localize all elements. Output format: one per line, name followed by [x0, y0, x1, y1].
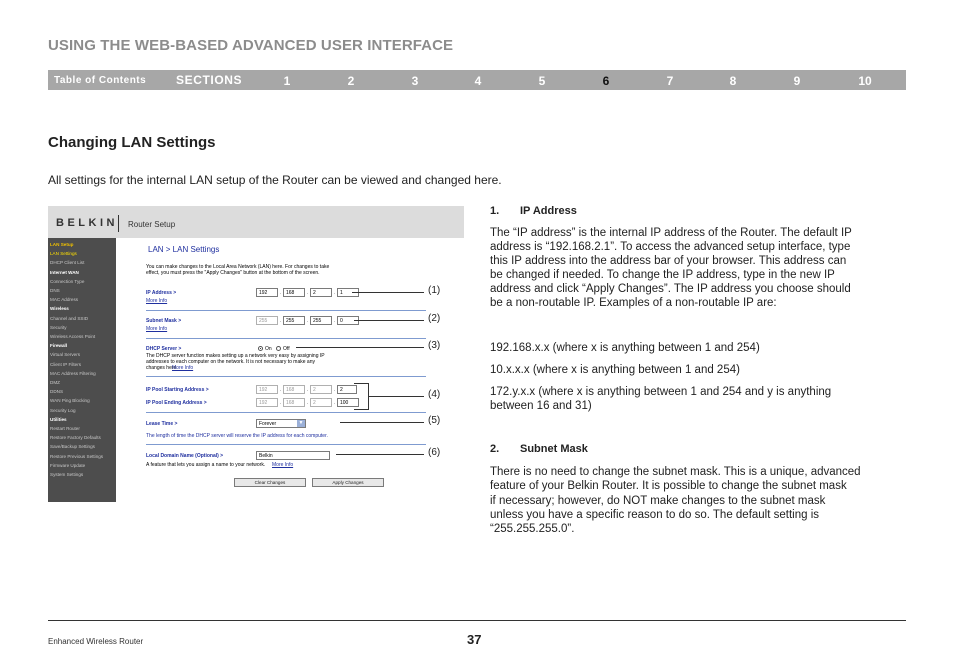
- ip-octet-3-input[interactable]: 2: [310, 288, 332, 297]
- lan-intro-line: effect, you must press the "Apply Changes" button at the bottom of the screen.: [146, 270, 320, 276]
- section-link-2[interactable]: 2: [347, 74, 355, 88]
- router-sidebar-item[interactable]: Restore Previous Settings: [50, 453, 104, 459]
- sections-label: SECTIONS: [176, 73, 243, 87]
- local-domain-description: A feature that lets you assign a name to your network.: [146, 462, 266, 468]
- item-2-line: if necessary; however, do NOT make changes to the subnet mask: [490, 495, 826, 507]
- apply-changes-button[interactable]: Apply Changes: [312, 478, 384, 487]
- callout-line: [354, 383, 368, 384]
- divider: [146, 310, 426, 311]
- divider: [146, 444, 426, 445]
- section-title: Changing LAN Settings: [48, 134, 216, 151]
- item-1-line: be a non-routable IP. Examples of a non-routable IP are:: [490, 297, 777, 309]
- example-ip-range: 192.168.x.x (where x is anything between 1 and 254): [490, 342, 760, 354]
- item-2-title: Subnet Mask: [520, 443, 588, 455]
- router-sidebar-item[interactable]: DHCP Client List: [50, 260, 85, 266]
- lease-time-label: Lease Time >: [146, 421, 178, 427]
- page-number: 37: [467, 632, 482, 647]
- local-domain-input[interactable]: Belkin: [256, 451, 330, 460]
- subnet-octet-1-input[interactable]: 255: [256, 316, 278, 325]
- router-sidebar-item[interactable]: Virtual Servers: [50, 352, 81, 358]
- item-1-line: this IP address into the address bar of your browser. This address can: [490, 255, 847, 267]
- pool-start-octet-4-input[interactable]: 2: [337, 385, 357, 394]
- router-sidebar-item[interactable]: LAN Setup: [50, 242, 74, 247]
- pool-end-octet-3-input[interactable]: 2: [310, 398, 332, 407]
- pool-end-octet-4-input[interactable]: 100: [337, 398, 359, 407]
- router-sidebar-item[interactable]: Security: [50, 324, 67, 330]
- router-sidebar-item[interactable]: MAC Address: [50, 297, 79, 303]
- router-setup-screenshot: [48, 206, 464, 502]
- item-1-line: address and click “Apply Changes”. The IP address you choose should: [490, 283, 851, 295]
- local-domain-label: Local Domain Name (Optional) >: [146, 453, 224, 459]
- item-1-title: IP Address: [520, 205, 577, 217]
- callout-line: [340, 422, 424, 423]
- ip-address-label: IP Address >: [146, 290, 177, 296]
- item-1-line: be changed if needed. To change the IP address, type in the new IP: [490, 269, 835, 281]
- callout-line: [352, 292, 424, 293]
- more-info-link[interactable]: More Info: [146, 326, 168, 332]
- subnet-mask-label: Subnet Mask >: [146, 318, 182, 324]
- callout-label-5: (5): [428, 415, 441, 426]
- dhcp-off-radio[interactable]: [276, 346, 281, 351]
- section-link-3[interactable]: 3: [411, 74, 419, 88]
- callout-label-3: (3): [428, 340, 441, 351]
- callout-line: [296, 347, 424, 348]
- lease-time-value: Forever: [259, 421, 277, 427]
- router-breadcrumb: LAN > LAN Settings: [148, 245, 220, 254]
- divider: [146, 412, 426, 413]
- subnet-octet-4-input[interactable]: 0: [337, 316, 359, 325]
- router-sidebar-item[interactable]: DMZ: [50, 380, 60, 385]
- section-link-9[interactable]: 9: [793, 74, 801, 88]
- pool-start-octet-2-input[interactable]: 168: [283, 385, 305, 394]
- dhcp-off-label: Off: [283, 346, 290, 352]
- callout-line: [336, 454, 424, 455]
- dhcp-description: addresses to each computer on the network. It is not necessary to make any: [146, 359, 315, 365]
- router-sidebar-item[interactable]: Firmware Update: [50, 462, 86, 468]
- router-sidebar-item[interactable]: WAN Ping Blocking: [50, 398, 90, 404]
- item-2-line: unless you have a specific reason to do so. The default setting is: [490, 509, 820, 521]
- dhcp-server-label: DHCP Server >: [146, 346, 182, 352]
- item-1-line: address is “192.168.2.1”. To access the advanced setup interface, type: [490, 241, 851, 253]
- chevron-down-icon[interactable]: ▼: [298, 420, 304, 426]
- router-sidebar-item[interactable]: Internet WAN: [50, 269, 79, 275]
- router-sidebar-item[interactable]: Wireless Access Point: [50, 334, 96, 339]
- pool-end-octet-1-input[interactable]: 192: [256, 398, 278, 407]
- router-main-panel: LAN > LAN Settings You can make changes to the Local Area Network (LAN) here. For changes to take effect, you must press the "Apply Changes" button at the bottom of the screen. IP Address > More Info 192 . 168 . 2 . 1 Subnet Mask > More Info 255 . 255 . 255 . 0 DHCP Server > On Off The DHCP server function makes setting up a network very easy by assigning IP addresses to each computer on the network. It is not necessary to make any changes here. More Info IP Pool Starting Address > 192 . 168 . 2 . 2 IP Pool Ending Address > 192 . 168 . 2 . 100 Lease Time > Forever ▼ The length of time the DHCP server will reserve the IP address for each computer. Local Domain Name (Optional) > Belkin A feature that lets you assign a name to your network. More Info Clear Changes Apply Changes: [116, 238, 464, 502]
- logo-separator: [118, 215, 119, 232]
- router-sidebar-item[interactable]: Restart Router: [50, 426, 80, 431]
- callout-line: [354, 320, 424, 321]
- dhcp-on-radio[interactable]: [258, 346, 263, 351]
- ip-octet-1-input[interactable]: 192: [256, 288, 278, 297]
- section-link-1[interactable]: 1: [283, 74, 291, 88]
- section-link-7[interactable]: 7: [666, 74, 674, 88]
- router-sidebar-item[interactable]: LAN Settings: [50, 251, 77, 257]
- document-title: USING THE WEB-BASED ADVANCED USER INTERFACE: [48, 37, 454, 54]
- router-app-title: Router Setup: [128, 220, 176, 229]
- router-sidebar-item[interactable]: System Settings: [50, 472, 84, 477]
- router-sidebar-item[interactable]: Channel and SSID: [50, 315, 89, 321]
- callout-label-1: (1): [428, 285, 441, 296]
- dhcp-description: changes here.: [146, 365, 178, 371]
- router-sidebar-item[interactable]: Security Log: [50, 407, 76, 413]
- lease-time-description: The length of time the DHCP server will reserve the IP address for each computer.: [146, 433, 328, 439]
- router-sidebar-item[interactable]: DDNS: [50, 389, 64, 395]
- router-sidebar-item[interactable]: Save/Backup Settings: [50, 444, 95, 450]
- callout-line: [354, 409, 368, 410]
- router-sidebar-item[interactable]: Client IP Filters: [50, 361, 82, 367]
- section-link-8[interactable]: 8: [729, 74, 737, 88]
- router-sidebar-item[interactable]: Utilities: [50, 416, 67, 422]
- divider: [146, 376, 426, 377]
- example-ip-range: 10.x.x.x (where x is anything between 1 and 254): [490, 364, 740, 376]
- section-nav-bar: [48, 70, 906, 90]
- router-sidebar: [48, 238, 116, 502]
- ip-octet-4-input[interactable]: 1: [337, 288, 359, 297]
- footer-divider: [48, 620, 906, 621]
- section-intro: All settings for the internal LAN setup of the Router can be viewed and changed here.: [48, 173, 502, 187]
- callout-label-4: (4): [428, 389, 441, 400]
- subnet-octet-3-input[interactable]: 255: [310, 316, 332, 325]
- example-ip-range: between 16 and 31): [490, 400, 592, 412]
- item-2-line: There is no need to change the subnet mask. This is a unique, advanced: [490, 466, 861, 478]
- belkin-logo: BELKIN: [56, 217, 118, 229]
- callout-label-6: (6): [428, 447, 441, 458]
- more-info-link[interactable]: More Info: [146, 298, 168, 304]
- clear-changes-button[interactable]: Clear Changes: [234, 478, 306, 487]
- lease-time-select[interactable]: [256, 419, 306, 428]
- dhcp-description: The DHCP server function makes setting up a network very easy by assigning IP: [146, 353, 325, 359]
- item-2-number: 2.: [490, 443, 500, 455]
- section-link-6[interactable]: 6: [602, 74, 610, 88]
- ip-pool-start-label: IP Pool Starting Address >: [146, 387, 209, 393]
- item-1-number: 1.: [490, 205, 500, 217]
- subnet-octet-2-input[interactable]: 255: [283, 316, 305, 325]
- section-link-5[interactable]: 5: [538, 74, 546, 88]
- router-sidebar-item[interactable]: Connection Type: [50, 278, 85, 284]
- divider: [146, 338, 426, 339]
- more-info-link[interactable]: More Info: [272, 462, 294, 468]
- more-info-link[interactable]: More Info: [172, 365, 194, 371]
- section-link-10[interactable]: 10: [858, 74, 872, 88]
- ip-pool-end-label: IP Pool Ending Address >: [146, 400, 207, 406]
- pool-start-octet-1-input[interactable]: 192: [256, 385, 278, 394]
- router-header: [48, 206, 464, 238]
- router-sidebar-item[interactable]: Restore Factory Defaults: [50, 435, 101, 441]
- section-link-4[interactable]: 4: [474, 74, 482, 88]
- router-sidebar-item[interactable]: MAC Address Filtering: [50, 370, 96, 376]
- callout-line: [368, 396, 424, 397]
- pool-end-octet-2-input[interactable]: 168: [283, 398, 305, 407]
- footer-product-name: Enhanced Wireless Router: [48, 637, 144, 646]
- dhcp-on-label: On: [265, 346, 272, 352]
- example-ip-range: 172.y.x.x (where x is anything between 1 and 254 and y is anything: [490, 386, 832, 398]
- item-2-line: “255.255.255.0”.: [490, 523, 575, 535]
- router-sidebar-item[interactable]: DNS: [50, 288, 60, 293]
- item-2-line: feature of your Belkin Router. It is possible to change the subnet mask: [490, 480, 847, 492]
- router-sidebar-item[interactable]: Firewall: [50, 343, 68, 349]
- router-sidebar-item[interactable]: Wireless: [50, 306, 69, 312]
- ip-octet-2-input[interactable]: 168: [283, 288, 305, 297]
- pool-start-octet-3-input[interactable]: 2: [310, 385, 332, 394]
- table-of-contents-link[interactable]: Table of Contents: [54, 75, 147, 86]
- item-1-line: The “IP address” is the internal IP address of the Router. The default IP: [490, 227, 852, 239]
- lan-intro-line: You can make changes to the Local Area Network (LAN) here. For changes to take: [146, 264, 330, 270]
- callout-label-2: (2): [428, 313, 441, 324]
